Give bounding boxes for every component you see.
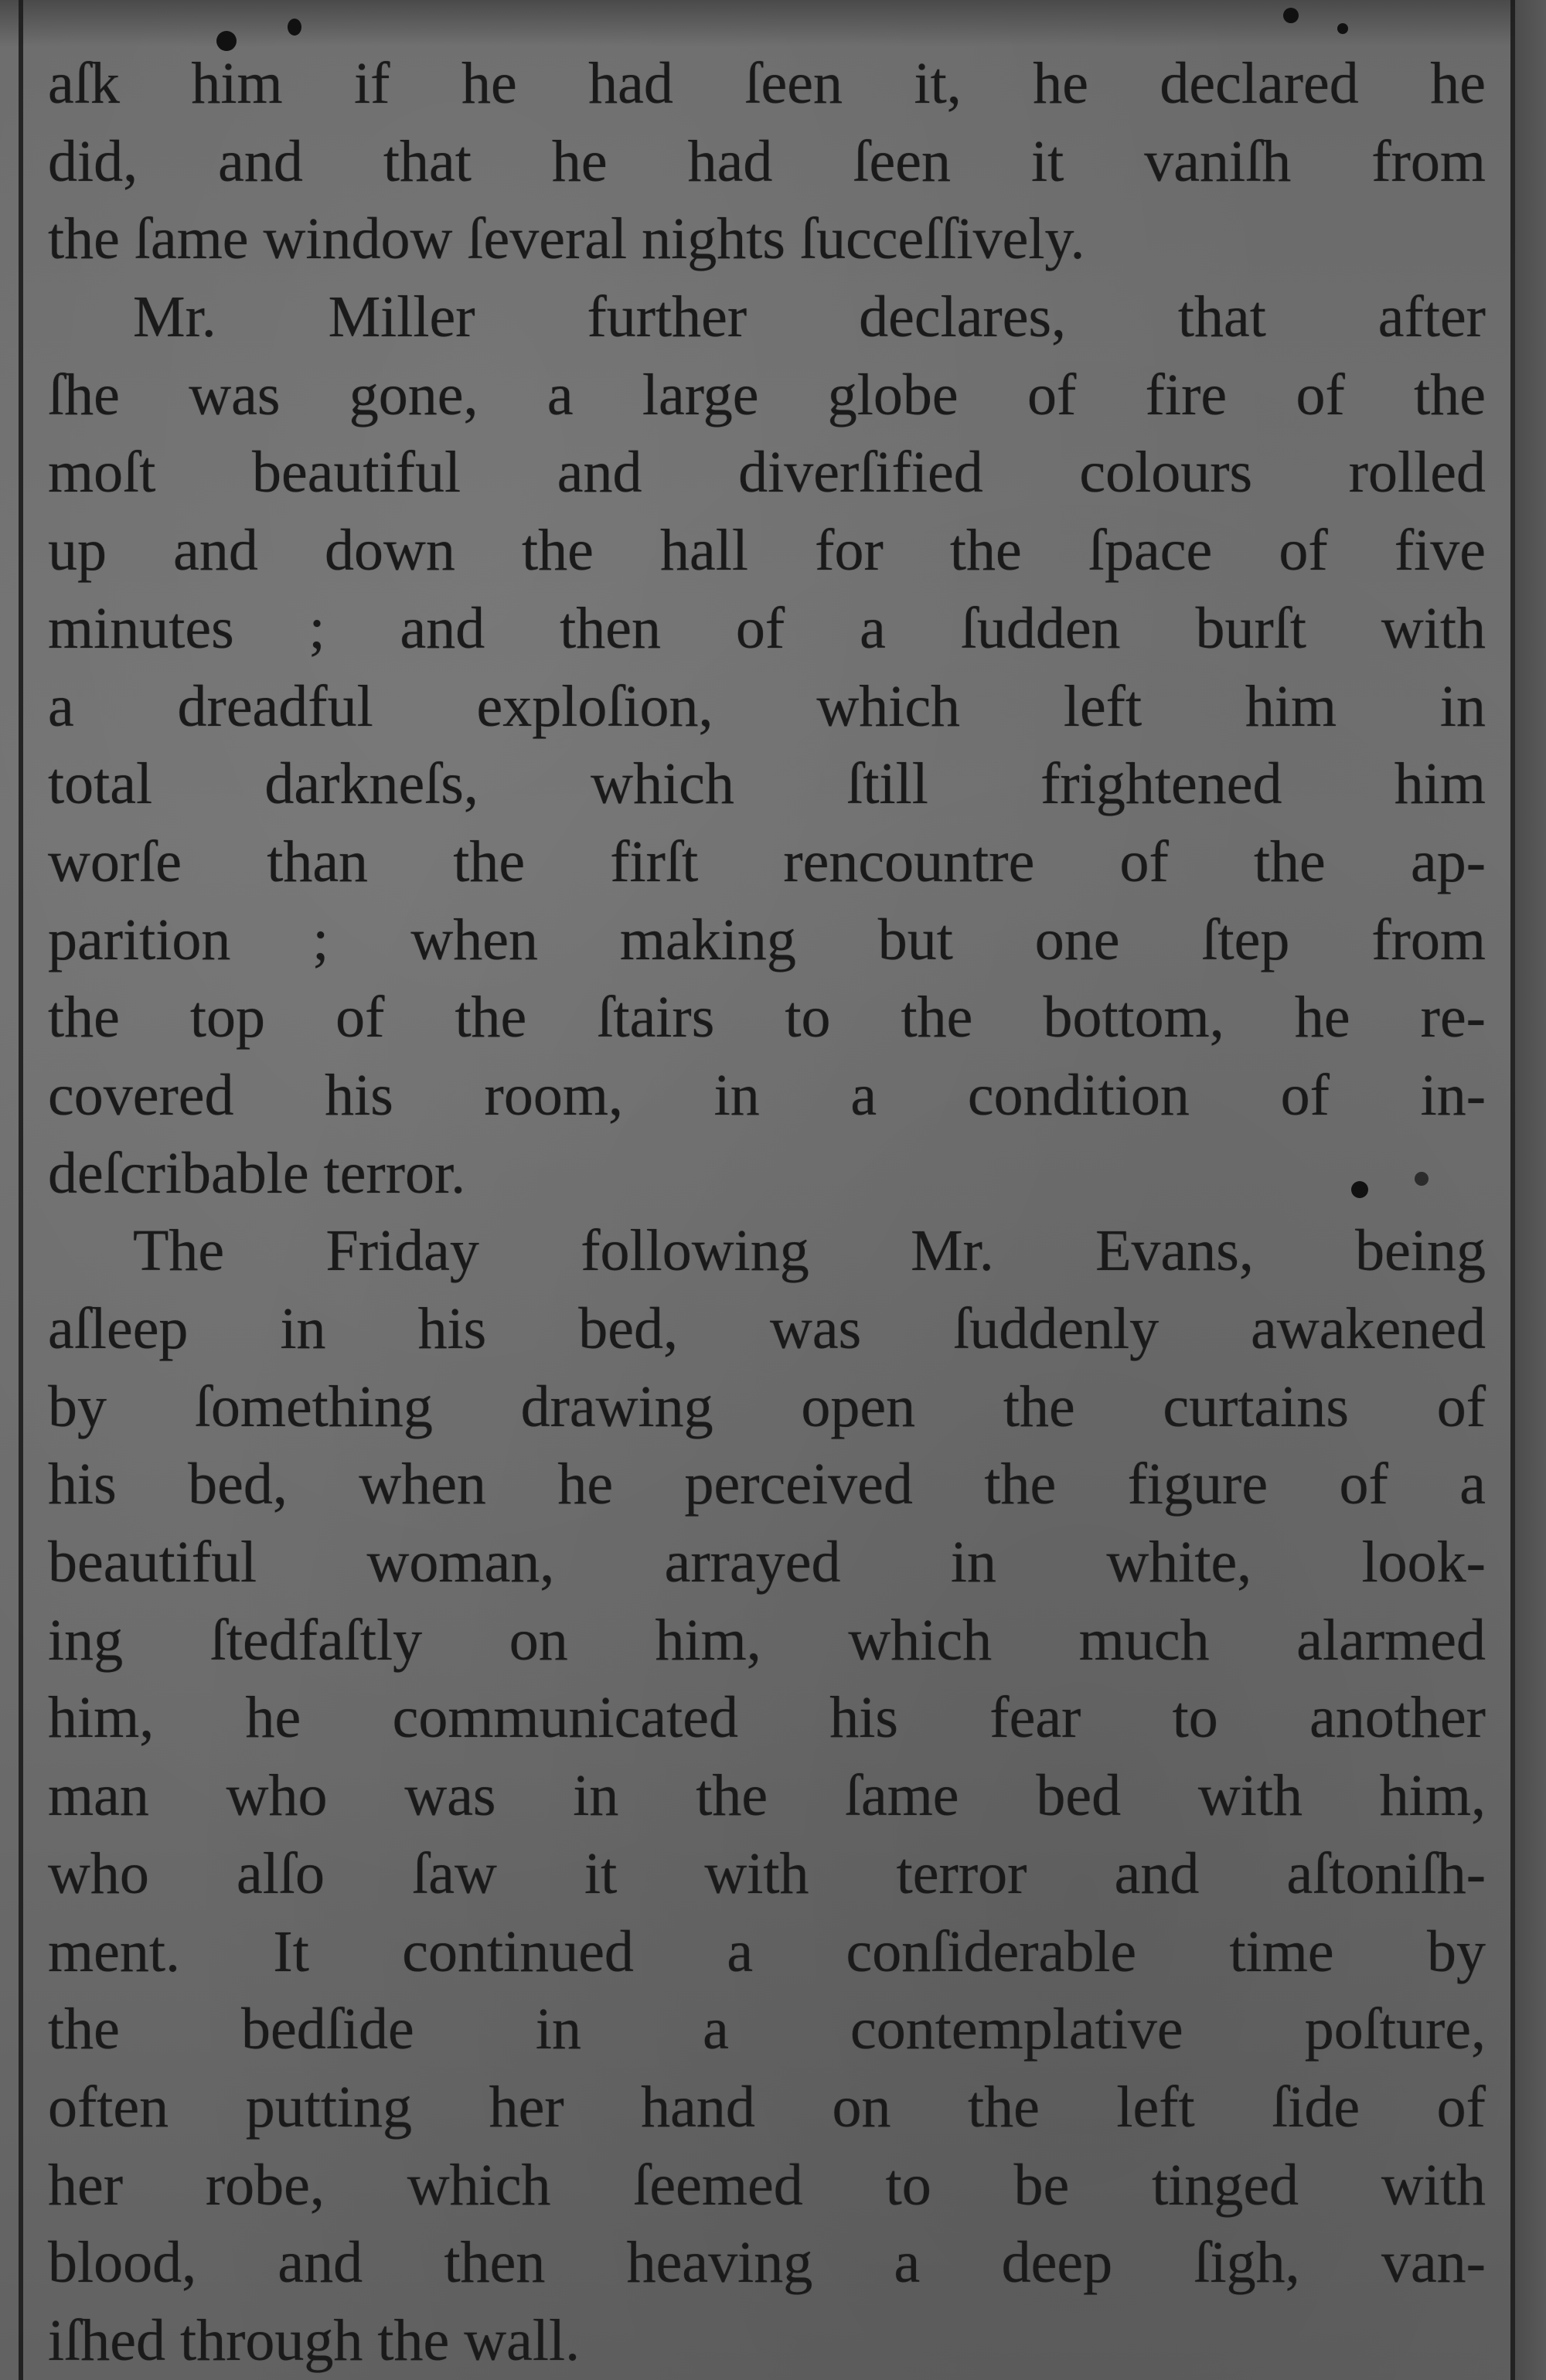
paragraph-2 (48, 278, 1486, 1212)
text-line: minutes ; and then of a ſudden burſt with (48, 595, 1486, 661)
text-line: by ſomething drawing open the curtains of (48, 1374, 1486, 1439)
text-line: total darkneſs, which ſtill frightened him (48, 751, 1486, 817)
text-line: deſcribable terror. (48, 1140, 466, 1206)
text-line: the top of the ſtairs to the bottom, he re- (48, 985, 1486, 1050)
text-line: a dreadful exploſion, which left him in (48, 673, 1486, 739)
text-line: her robe, which ſeemed to be tinged with (48, 2152, 1486, 2218)
text-line: parition ; when making but one ſtep from (48, 907, 1486, 972)
text-line: him, he communicated his fear to another (48, 1685, 1486, 1751)
text-line: covered his room, in a condition of in- (48, 1062, 1486, 1128)
paragraph-3 (48, 1212, 1486, 2379)
ink-speck (288, 19, 301, 36)
text-line: his bed, when he perceived the figure of a (48, 1452, 1486, 1517)
text-line: ſhe was gone, a large globe of fire of the (48, 362, 1486, 427)
paragraph-1 (48, 45, 1486, 278)
text-line: the ſame window ſeveral nights ſucceſſively. (48, 206, 1085, 272)
text-line: aſleep in his bed, was ſuddenly awakened (48, 1296, 1486, 1361)
text-line: beautiful woman, arrayed in white, look- (48, 1530, 1486, 1595)
text-line: up and down the hall for the ſpace of five (48, 518, 1486, 584)
text-line: often putting her hand on the left ſide of (48, 2074, 1486, 2140)
ink-speck (1283, 8, 1299, 23)
text-line: man who was in the ſame bed with him, (48, 1763, 1486, 1829)
text-line: moſt beautiful and diverſified colours rolled (48, 440, 1486, 506)
text-line: ing ſtedfaſtly on him, which much alarmed (48, 1607, 1486, 1673)
ink-speck (1337, 23, 1348, 34)
article-text-column (48, 45, 1486, 2380)
text-line: did, and that he had ſeen it vaniſh from (48, 128, 1486, 194)
left-column-rule (19, 0, 23, 2380)
text-line: aſk him if he had ſeen it, he declared he (48, 51, 1486, 116)
text-line: Mr. Miller further declares, that after (133, 284, 1486, 350)
text-line: iſhed through the wall. (48, 2307, 581, 2373)
text-line: the bedſide in a contemplative poſture, (48, 1997, 1486, 2062)
text-line: The Friday following Mr. Evans, being (133, 1218, 1486, 1284)
right-page-margin (1515, 0, 1546, 2380)
text-line: who alſo ſaw it with terror and aſtoniſh- (48, 1840, 1486, 1906)
text-line: ment. It continued a conſiderable time by (48, 1919, 1486, 1984)
text-line: worſe than the firſt rencountre of the ap- (48, 829, 1486, 894)
text-line: blood, and then heaving a deep ſigh, van- (48, 2230, 1486, 2296)
